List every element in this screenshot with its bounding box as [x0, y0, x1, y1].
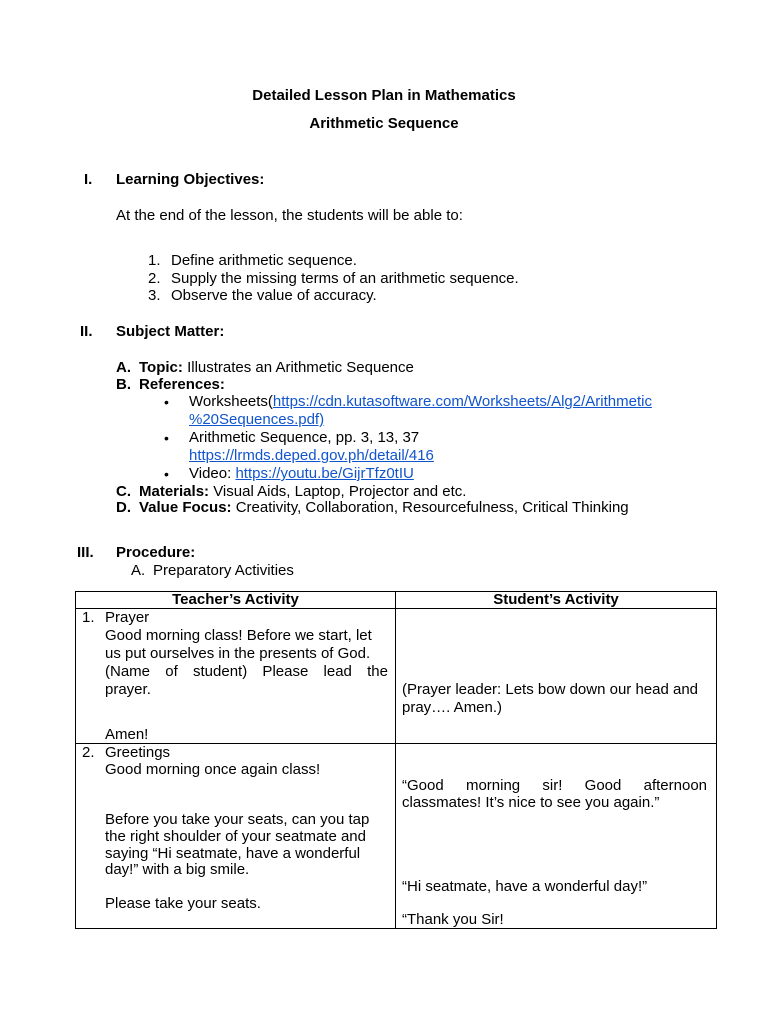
- objective-number: 2.: [148, 270, 161, 287]
- student-line: “Hi seatmate, have a wonderful day!”: [402, 878, 648, 895]
- section-3-heading: Procedure:: [116, 544, 196, 561]
- section-1-numeral: I.: [84, 171, 93, 188]
- references-label: References:: [139, 376, 225, 393]
- student-line: (Prayer leader: Lets bow down our head and: [402, 681, 699, 698]
- section-2-numeral: II.: [80, 323, 93, 340]
- document-title: Detailed Lesson Plan in Mathematics: [252, 87, 516, 104]
- worksheets-reference: [189, 393, 652, 411]
- teacher-cell: [76, 609, 396, 744]
- arithmetic-reference: Arithmetic Sequence, pp. 3, 13, 37: [189, 429, 420, 446]
- teacher-line: Please take your seats.: [105, 895, 261, 912]
- video-reference: [189, 465, 414, 483]
- lrmds-link[interactable]: https://lrmds.deped.gov.ph/detail/416: [189, 447, 434, 464]
- teacher-line: Amen!: [105, 726, 149, 743]
- topic-label: Topic:: [139, 359, 183, 376]
- activity-table: [75, 591, 717, 929]
- activity-title: Prayer: [105, 609, 150, 626]
- objective-number: 1.: [148, 252, 161, 269]
- student-line: “Thank you Sir!: [402, 911, 504, 928]
- objectives-intro: At the end of the lesson, the students will be able to:: [116, 207, 463, 224]
- preparatory-heading: Preparatory Activities: [153, 562, 294, 579]
- teacher-line: (Name of student) Please lead the: [105, 663, 388, 680]
- section-1-heading: Learning Objectives:: [116, 171, 265, 188]
- row-number: 1.: [82, 609, 95, 626]
- value-focus-letter: D.: [116, 499, 131, 516]
- student-line: classmates! It’s nice to see you again.”: [402, 794, 660, 811]
- video-link[interactable]: https://youtu.be/GijrTfz0tIU: [235, 465, 414, 482]
- section-2-heading: Subject Matter:: [116, 323, 225, 340]
- references-letter: B.: [116, 376, 131, 393]
- teacher-cell: [76, 744, 396, 929]
- preparatory-letter: A.: [131, 562, 146, 579]
- section-3-numeral: III.: [77, 544, 94, 561]
- objective-item: Define arithmetic sequence.: [171, 252, 357, 269]
- value-focus-line: [139, 499, 629, 517]
- objective-item: Supply the missing terms of an arithmetic sequence.: [171, 270, 519, 287]
- materials-text: Visual Aids, Laptop, Projector and etc.: [213, 483, 467, 500]
- objective-number: 3.: [148, 287, 161, 304]
- topic-line: [139, 359, 414, 377]
- objective-item: Observe the value of accuracy.: [171, 287, 377, 304]
- teacher-line: Before you take your seats, can you tap: [105, 811, 370, 828]
- table-header-row: [76, 592, 717, 609]
- teacher-line: saying “Hi seatmate, have a wonderful: [105, 845, 361, 862]
- teacher-line: us put ourselves in the presents of God.: [105, 645, 371, 662]
- video-label: Video:: [189, 465, 236, 482]
- student-cell: [396, 609, 717, 744]
- teacher-line: prayer.: [105, 681, 151, 698]
- table-row: [76, 744, 717, 929]
- worksheets-label: Worksheets(: [189, 393, 273, 410]
- value-focus-text: Creativity, Collaboration, Resourcefulness, Critical Thinking: [235, 499, 629, 516]
- materials-letter: C.: [116, 483, 131, 500]
- table-row: [76, 609, 717, 744]
- student-activity-header: Student’s Activity: [396, 592, 717, 609]
- teacher-line: Good morning class! Before we start, let: [105, 627, 372, 644]
- teacher-activity-header: Teacher’s Activity: [76, 592, 396, 609]
- worksheets-link-continued[interactable]: %20Sequences.pdf): [189, 411, 325, 428]
- row-number: 2.: [82, 744, 95, 761]
- value-focus-label: Value Focus:: [139, 499, 232, 516]
- bullet-icon: •: [164, 466, 169, 482]
- teacher-line: Good morning once again class!: [105, 761, 321, 778]
- topic-text: Illustrates an Arithmetic Sequence: [187, 359, 414, 376]
- student-line: “Good morning sir! Good afternoon: [402, 777, 707, 794]
- document-subtitle: Arithmetic Sequence: [309, 115, 459, 132]
- materials-label: Materials:: [139, 483, 210, 500]
- topic-letter: A.: [116, 359, 131, 376]
- worksheets-link[interactable]: https://cdn.kutasoftware.com/Worksheets/Alg2/Arithmetic: [272, 393, 652, 410]
- activity-title: Greetings: [105, 744, 171, 761]
- bullet-icon: •: [164, 394, 169, 410]
- student-line: pray…. Amen.): [402, 699, 503, 716]
- student-cell: [396, 744, 717, 929]
- bullet-icon: •: [164, 430, 169, 446]
- teacher-line: the right shoulder of your seatmate and: [105, 828, 366, 845]
- teacher-line: day!” with a big smile.: [105, 861, 250, 878]
